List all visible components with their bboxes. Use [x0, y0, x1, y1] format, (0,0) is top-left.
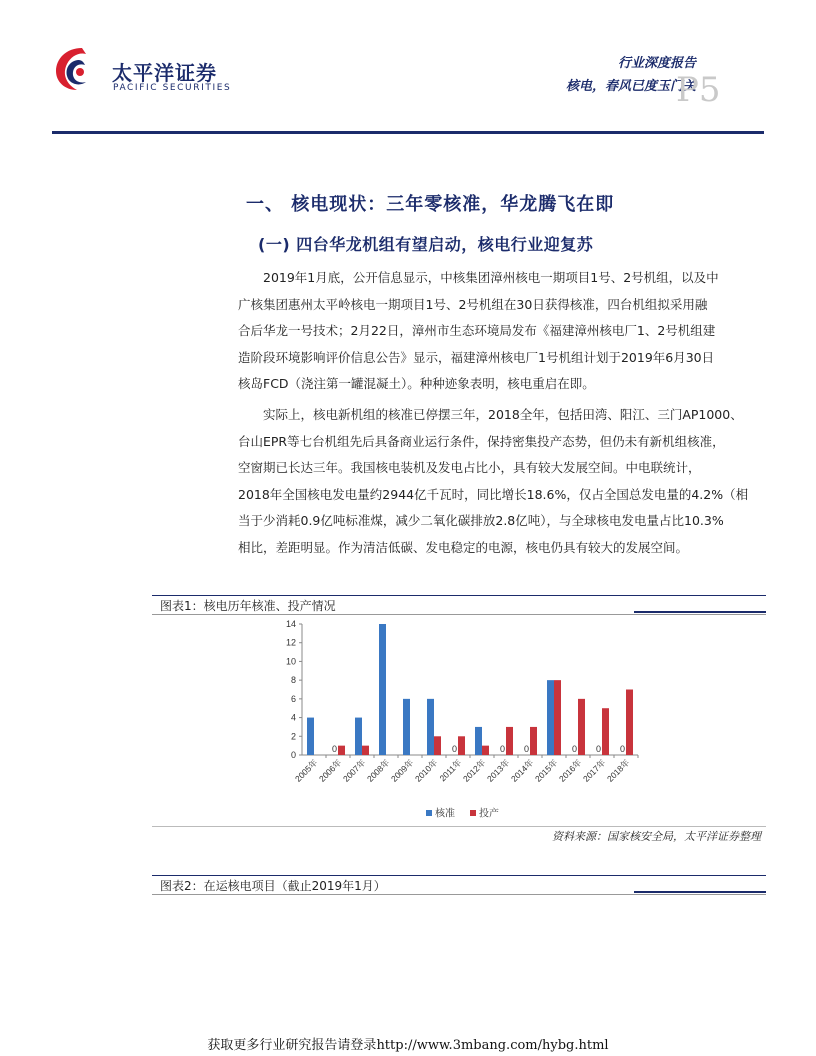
bar-commissioned [554, 680, 561, 755]
bar-approved [355, 718, 362, 755]
y-tick-label: 8 [290, 675, 296, 686]
bar-commissioned [602, 708, 609, 755]
y-tick-label: 14 [285, 619, 296, 629]
paragraph-line: 当于少消耗0.9亿吨标准煤，减少二氧化碳排放2.8亿吨），与全球核电发电量占比10.3% [238, 513, 724, 528]
x-tick-label: 2016年 [556, 757, 584, 784]
paragraph-line: 合后华龙一号技术；2月22日，漳州市生态环境局发布《福建漳州核电厂1、2号机组建 [238, 323, 716, 338]
paragraph-line: 实际上，核电新机组的核准已停摆三年，2018全年，包括田湾、阳江、三门AP1000、 [263, 407, 743, 422]
paragraph-line: 相比，差距明显。作为清洁低碳、发电稳定的电源，核电仍具有较大的发展空间。 [238, 539, 689, 555]
x-tick-label: 2009年 [388, 757, 416, 784]
legend-label: 投产 [479, 808, 499, 820]
y-tick-label: 2 [290, 731, 296, 742]
x-tick-label: 2015年 [532, 757, 560, 784]
bar-commissioned [626, 690, 633, 756]
x-tick-label: 2013年 [484, 757, 512, 784]
figure1-top-rule [152, 595, 766, 596]
data-label-zero: 0 [499, 744, 506, 754]
bar-commissioned [506, 727, 513, 755]
figure1-accent-rule [634, 611, 766, 613]
data-label-zero: 0 [451, 744, 458, 754]
footer-note [0, 1034, 816, 1053]
bar-approved [379, 624, 386, 755]
figure1-title-rule [152, 614, 766, 615]
header-divider [52, 131, 764, 134]
figure1-title: 图表1：核电历年核准、投产情况 [160, 599, 336, 613]
bar-approved [547, 680, 554, 755]
x-tick-label: 2008年 [364, 757, 392, 784]
bar-commissioned [578, 699, 585, 755]
approval-commission-bar-chart [270, 616, 650, 826]
page-number: P5 [676, 70, 721, 110]
x-tick-label: 2006年 [316, 757, 344, 784]
bar-approved [403, 699, 410, 755]
bar-approved [307, 718, 314, 755]
y-tick-label: 10 [285, 656, 296, 667]
y-tick-label: 12 [285, 637, 296, 648]
subsection-heading: (一) 四台华龙机组有望启动，核电行业迎复苏 [258, 235, 594, 254]
y-tick-label: 4 [290, 712, 296, 723]
legend-swatch [470, 810, 476, 816]
paragraph-line: 空窗期已长达三年。我国核电装机及发电占比小，具有较大发展空间。中电联统计， [238, 460, 701, 475]
section-heading: 一、 核电现状：三年零核准，华龙腾飞在即 [246, 194, 615, 215]
x-tick-label: 2018年 [604, 757, 632, 784]
paragraph-line: 造阶段环境影响评价信息公告》显示，福建漳州核电厂1号机组计划于2019年6月30日 [238, 349, 715, 365]
footer-url[interactable]: http://www.3mbang.com/hybg.html [376, 1038, 609, 1053]
figure2-title: 图表2：在运核电项目（截止2019年1月） [160, 879, 386, 893]
bar-commissioned [482, 746, 489, 755]
bar-approved [475, 727, 482, 755]
y-tick-label: 6 [290, 693, 296, 704]
data-label-zero: 0 [619, 744, 626, 754]
bar-commissioned [338, 746, 345, 755]
x-tick-label: 2017年 [580, 757, 608, 784]
legend-label: 核准 [435, 808, 455, 820]
data-label-zero: 0 [331, 744, 338, 754]
x-tick-label: 2012年 [460, 757, 488, 784]
bar-commissioned [458, 736, 465, 755]
legend-swatch [426, 810, 432, 816]
paragraph-line: 2019年1月底，公开信息显示，中核集团漳州核电一期项目1号、2号机组，以及中 [263, 270, 719, 285]
paragraph-approval-news [238, 265, 768, 398]
paragraph-industry-status [238, 402, 768, 561]
x-tick-label: 2011年 [437, 757, 464, 784]
paragraph-line: 2018年全国核电发电量约2944亿千瓦时，同比增长18.6%，仅占全国总发电量的4.2%（相 [238, 486, 749, 502]
x-tick-label: 2007年 [340, 757, 368, 784]
report-type: 行业深度报告 [617, 56, 696, 71]
bar-commissioned [362, 746, 369, 755]
paragraph-line: 核岛FCD（浇注第一罐混凝土）。种种迹象表明，核电重启在即。 [238, 376, 595, 391]
x-tick-label: 2005年 [292, 757, 320, 784]
figure1-bottom-rule [152, 826, 766, 827]
figure2-accent-rule [634, 891, 766, 893]
paragraph-line: 广核集团惠州太平岭核电一期项目1号、2号机组在30日获得核准，四台机组拟采用融 [238, 296, 708, 312]
y-tick-label: 0 [290, 750, 296, 760]
bar-commissioned [530, 727, 537, 755]
data-label-zero: 0 [523, 744, 530, 754]
bar-commissioned [434, 736, 441, 755]
logo-chinese-name: 太平洋证券 [112, 61, 217, 85]
figure2-top-rule [152, 875, 766, 876]
figure1-source: 资料来源：国家核安全局，太平洋证券整理 [552, 830, 761, 843]
footer-prefix: 获取更多行业研究报告请登录 [207, 1038, 377, 1053]
data-label-zero: 0 [595, 744, 602, 754]
bar-approved [427, 699, 434, 755]
paragraph-line: 台山EPR等七台机组先后具备商业运行条件，保持密集投产态势，但仍未有新机组核准， [238, 433, 725, 449]
x-tick-label: 2010年 [412, 757, 440, 784]
report-title: 核电，春风已度玉门关 [565, 79, 696, 94]
figure2-title-rule [152, 894, 766, 895]
logo-english-name: PACIFIC SECURITIES [113, 83, 232, 93]
data-label-zero: 0 [571, 744, 578, 754]
x-tick-label: 2014年 [508, 757, 536, 784]
